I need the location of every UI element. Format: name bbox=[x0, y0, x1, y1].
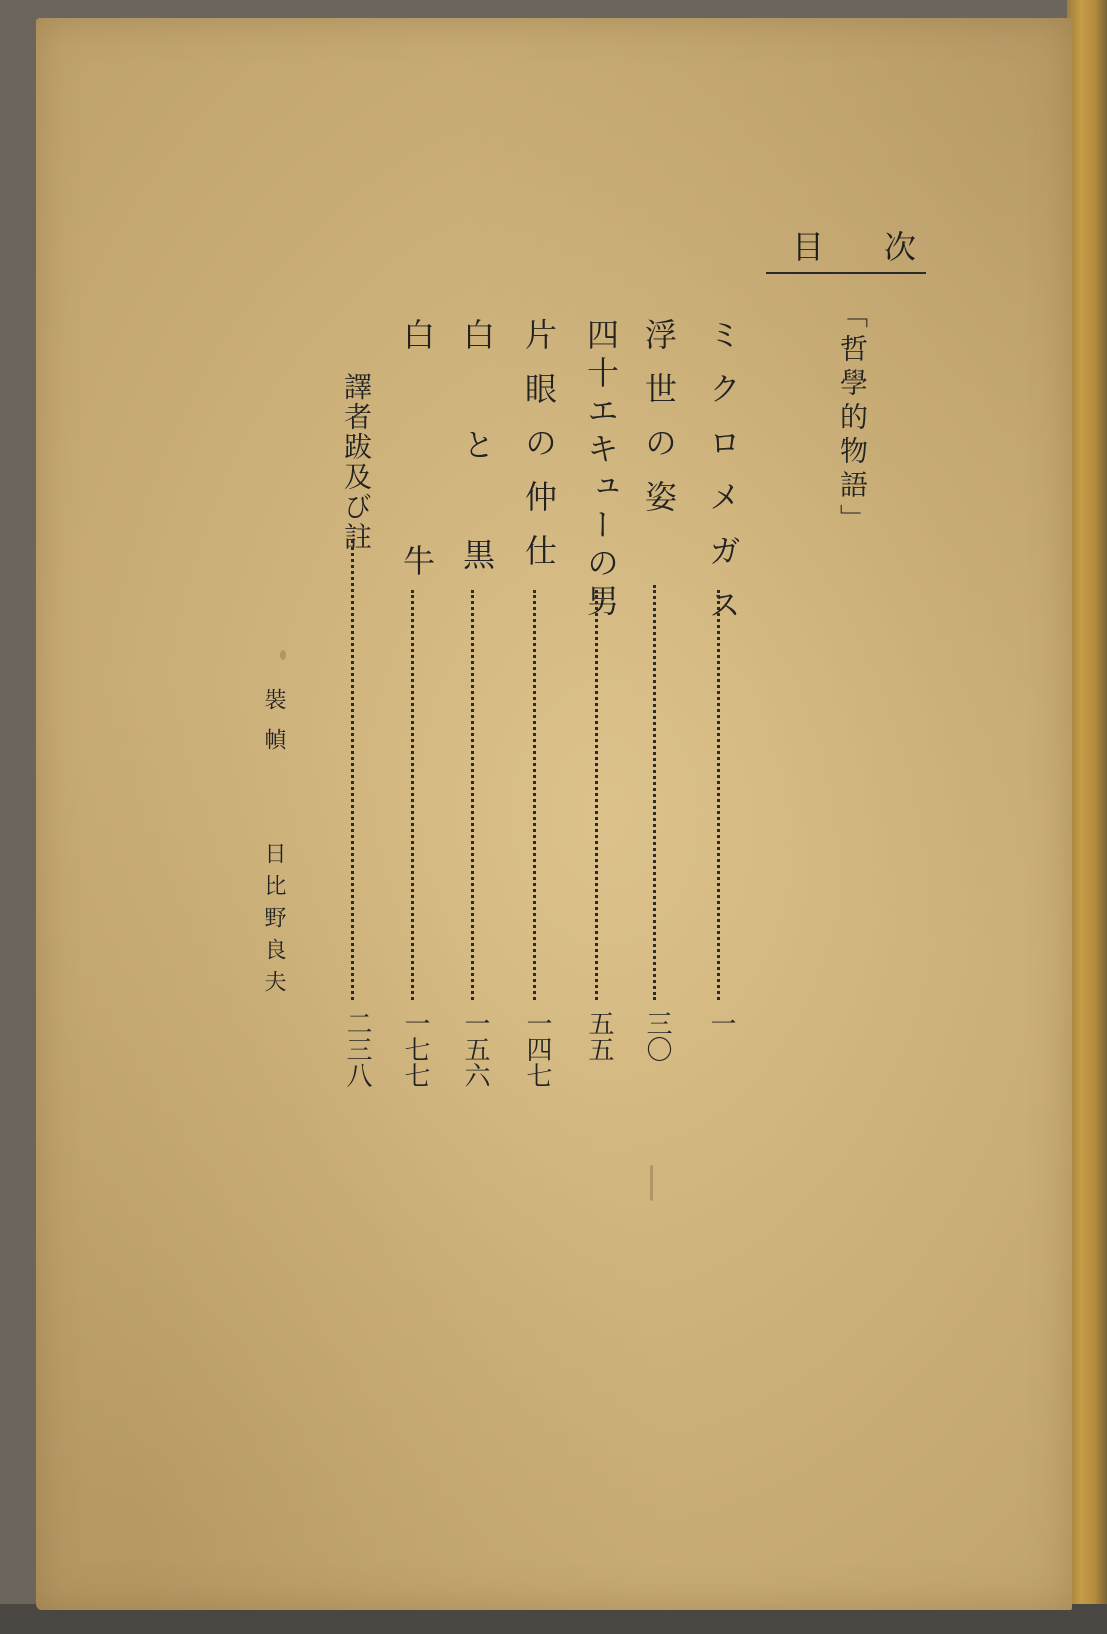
binding-credit-name: 日比野良夫 bbox=[261, 842, 286, 1002]
toc-entry-page-6: 一七七 bbox=[400, 1010, 430, 1088]
toc-entry-title-3: 四十エキューの男 bbox=[582, 318, 620, 622]
toc-entry-title-4: 片眼の仲仕 bbox=[520, 318, 558, 588]
toc-entry-page-1: 一 bbox=[706, 1010, 736, 1036]
paper-mark bbox=[650, 1165, 653, 1201]
toc-heading-char-1: 次 bbox=[884, 228, 917, 266]
toc-entry-page-2: 三〇 bbox=[642, 1010, 672, 1062]
toc-entry-page-3: 五五 bbox=[584, 1010, 614, 1062]
toc-entry-title-2: 浮世の姿 bbox=[640, 318, 678, 534]
toc-entry-page-7: 二三八 bbox=[342, 1010, 372, 1088]
toc-leader-4 bbox=[533, 590, 536, 1000]
toc-leader-6 bbox=[411, 590, 414, 1000]
book-spine-edge bbox=[1067, 0, 1107, 1634]
toc-heading-char-0: 目 bbox=[792, 228, 825, 266]
binding-credit-label: 裝幀 bbox=[261, 688, 286, 768]
toc-leader-1 bbox=[717, 590, 720, 1000]
series-title: 「哲學的物語」 bbox=[836, 300, 869, 538]
toc-leader-5 bbox=[471, 590, 474, 1000]
toc-entry-title-5: 白と黒 bbox=[458, 318, 496, 648]
toc-entry-page-5: 一五六 bbox=[460, 1010, 490, 1088]
toc-leader-2 bbox=[653, 585, 656, 1000]
toc-entry-title-7: 譯者跋及び註 bbox=[340, 372, 373, 552]
toc-entry-page-4: 一四七 bbox=[522, 1010, 552, 1088]
toc-heading-rule bbox=[766, 272, 926, 274]
toc-leader-3 bbox=[595, 590, 598, 1000]
ink-speck bbox=[280, 650, 286, 660]
toc-leader-7 bbox=[351, 540, 354, 1000]
toc-entry-title-1: ミクロメガス bbox=[704, 318, 742, 642]
toc-heading bbox=[766, 222, 926, 272]
toc-entry-title-6: 白牛 bbox=[398, 318, 436, 770]
